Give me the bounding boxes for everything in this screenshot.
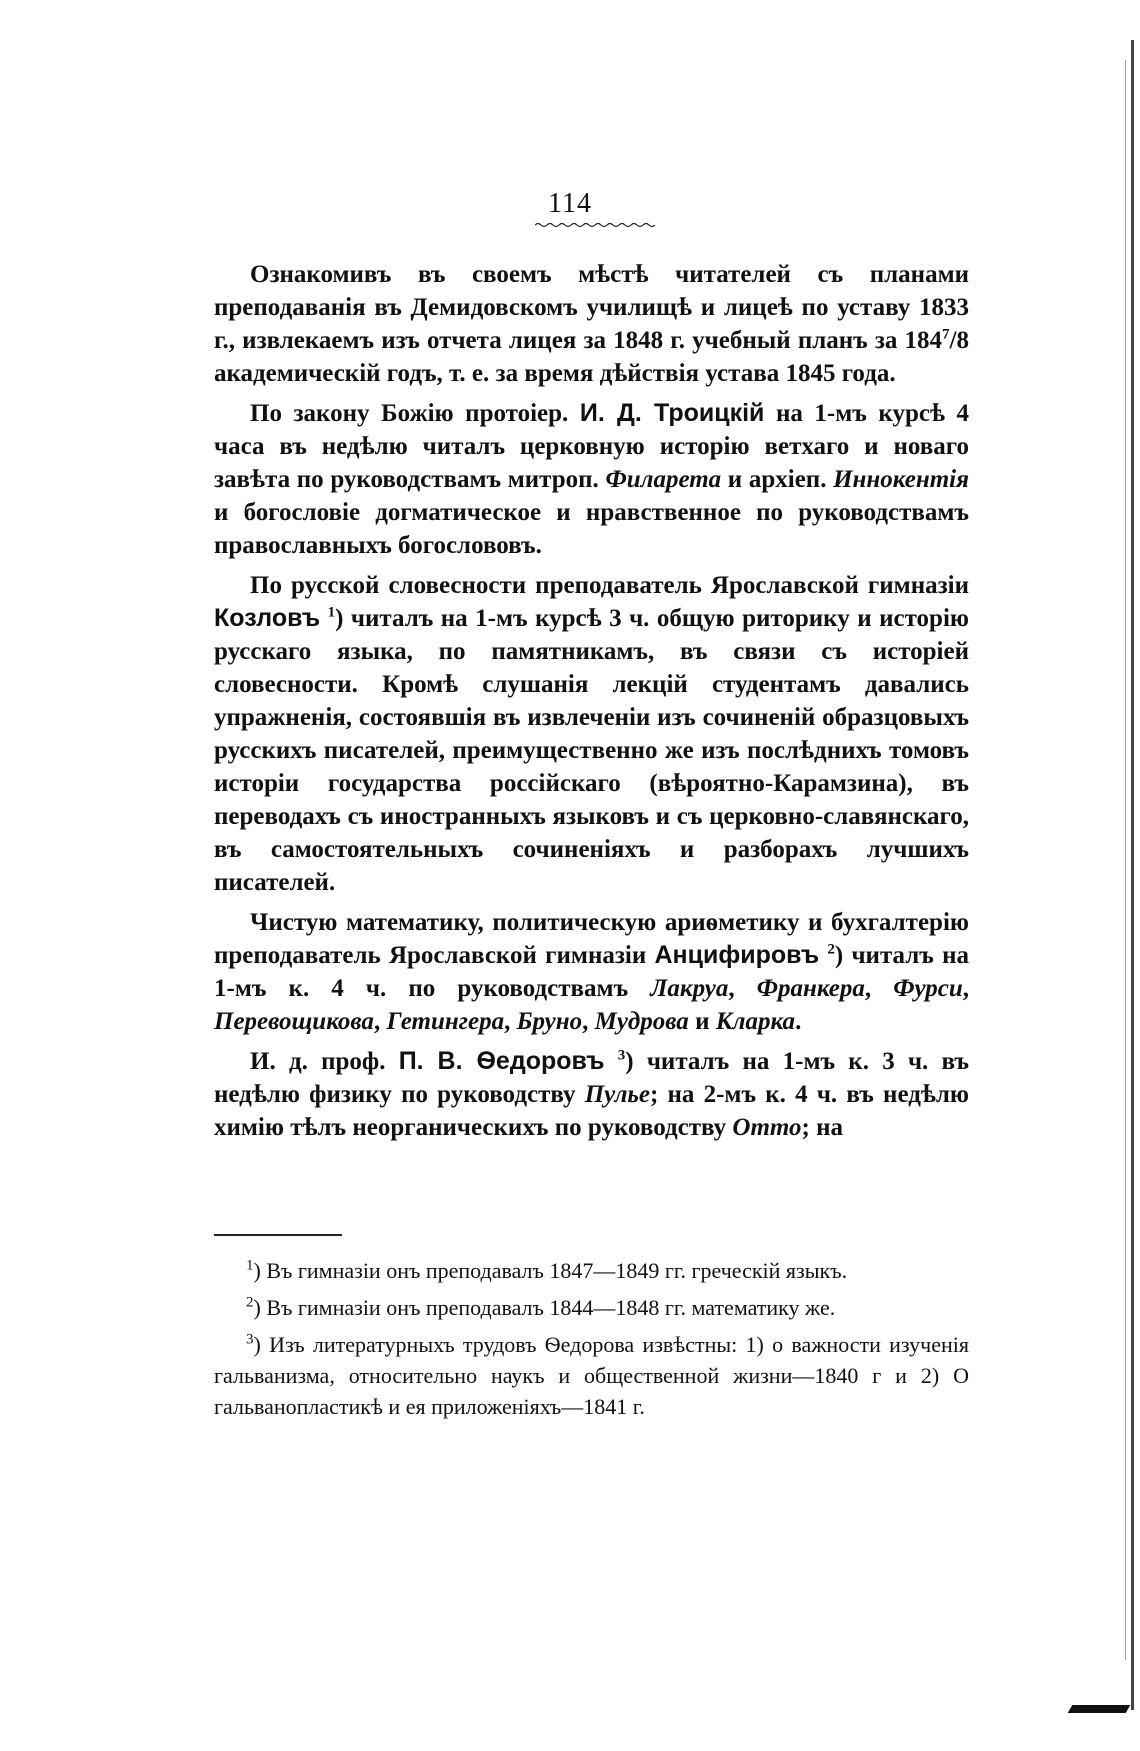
text-run: и архіеп.: [721, 466, 834, 493]
text-run: ; на: [801, 1114, 844, 1141]
main-text: [214, 258, 969, 1151]
footnotes: [214, 1255, 969, 1428]
text-run: [320, 605, 327, 632]
text-run: ,: [504, 1008, 517, 1035]
author-name: Пулье: [584, 1081, 650, 1108]
text-run: По закону Божію протоіер.: [250, 400, 580, 427]
text-run: [605, 1048, 618, 1075]
paragraph: [214, 397, 969, 562]
text-run: ,: [962, 975, 969, 1002]
text-run: По русской словесности преподаватель Ярославской гимназіи: [250, 572, 969, 599]
person-name: И. Д. Троицкій: [579, 399, 765, 427]
text-run: и богословіе догматическое и нравственное по руководствамъ православныхъ богослововъ.: [214, 499, 969, 559]
author-name: Гетингера: [386, 1008, 505, 1035]
text-run: Чистую математику, политическую ариѳметику и бухгалтерію преподаватель Ярославской гимназіи: [214, 909, 969, 969]
author-name: Иннокентія: [833, 466, 969, 493]
text-run: ; на 2-мъ к. 4 ч. въ недѣлю химію тѣлъ неорганическихъ по руководству: [214, 1081, 969, 1141]
text-run: Ознакомивъ въ своемъ мѣстѣ читателей съ планами преподаванія въ Демидовскомъ училищѣ и лицеѣ по уставу 1833 г., извлекаемъ изъ отчета лицея за 1848 г. учебный планъ за 184: [214, 261, 969, 354]
page-number-wavy-rule: [535, 222, 655, 228]
text-run: ) читалъ на 1-мъ к. 4 ч. по руководствамъ: [214, 942, 970, 1002]
footnote-ref: 2: [827, 941, 835, 958]
scan-edge-line: [1131, 40, 1134, 1710]
text-run: .: [795, 1008, 802, 1035]
text-run: ,: [728, 975, 757, 1002]
scan-edge-line-thin: [1125, 60, 1126, 1660]
footnote-mark: 3: [246, 1331, 254, 1348]
footnote: [214, 1255, 969, 1286]
footnote-separator: [214, 1234, 342, 1236]
footnote-ref: 1: [327, 604, 336, 621]
scan-smudge: [1068, 1705, 1131, 1713]
author-name: Бруно: [516, 1008, 583, 1035]
author-name: Мудрова: [594, 1008, 689, 1035]
paragraph: [214, 906, 969, 1038]
author-name: Лакруа: [650, 975, 729, 1002]
text-run: ) читалъ на 1-мъ к. 3 ч. въ недѣлю физику по руководству: [214, 1048, 970, 1108]
footnote-text: ) Изъ литературныхъ трудовъ Ѳедорова извѣстны: 1) о важности изученія гальванизма, относительно наукъ и общественной жизни—1840 г и 2) О гальванопластикѣ и ея приложеніяхъ—1841 г.: [214, 1332, 969, 1419]
author-name: Филарета: [605, 466, 722, 493]
footnote-ref: 3: [617, 1047, 626, 1064]
paragraph: [214, 258, 969, 390]
author-name: Фурси: [893, 975, 963, 1002]
text-run: ) читалъ на 1-мъ курсѣ 3 ч. общую риторику и исторію русскаго языка, по памятникамъ, въ связи съ исторіей словесности. Кромѣ слушанія лекцій студентамъ давались упражненія, состоявшія въ извлеченіи изъ сочиненій образцовыхъ русскихъ писателей, преимущественно же изъ послѣднихъ томовъ исторіи государства россійскаго (вѣроятно-Карамзина), въ переводахъ съ иностранныхъ языковъ и съ церковно-славянскаго, въ самостоятельныхъ сочиненіяхъ и разборахъ лучшихъ писателей.: [214, 605, 969, 896]
person-name: Козловъ: [214, 604, 321, 632]
footnote-mark: 1: [246, 1257, 254, 1274]
author-name: Отто: [732, 1114, 802, 1141]
text-run: /8 академическій годъ, т. е. за время дѣйствія устава 1845 года.: [214, 327, 969, 387]
text-run: ,: [864, 975, 894, 1002]
person-name: Анцифировъ: [654, 941, 820, 969]
author-name: Кларка: [715, 1008, 796, 1035]
footnote-text: ) Въ гимназіи онъ преподавалъ 1847—1849 гг. греческій языкъ.: [253, 1258, 848, 1283]
footnote-text: ) Въ гимназіи онъ преподавалъ 1844—1848 гг. математику же.: [253, 1295, 836, 1320]
author-name: Перевощикова: [214, 1008, 374, 1035]
text-run: ,: [582, 1008, 595, 1035]
author-name: Франкера: [756, 975, 865, 1002]
text-run: на 1-мъ курсѣ 4 часа въ недѣлю читалъ церковную исторію ветхаго и новаго завѣта по руководствамъ митроп.: [214, 400, 969, 493]
footnote-ref: 7: [942, 326, 950, 343]
text-run: и: [688, 1008, 716, 1035]
paragraph: [214, 569, 969, 899]
footnote: [214, 1292, 969, 1323]
page-number: 114: [548, 188, 592, 219]
paragraph: [214, 1045, 969, 1144]
text-run: И. д. проф.: [250, 1048, 399, 1075]
footnote-mark: 2: [246, 1294, 254, 1311]
person-name: П. В. Ѳедоровъ: [398, 1047, 605, 1075]
text-run: ,: [373, 1008, 387, 1035]
footnote: [214, 1329, 969, 1422]
